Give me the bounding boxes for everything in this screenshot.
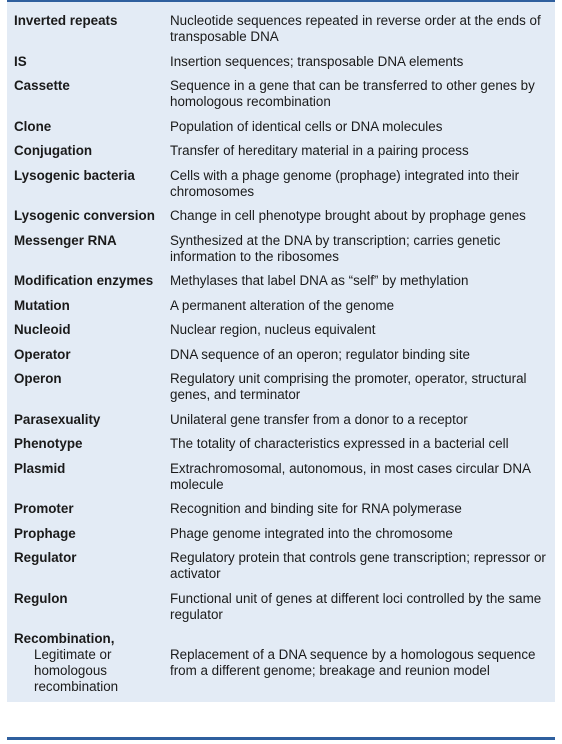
term-label: Recombination, — [14, 631, 115, 646]
definition-cell: Regulatory protein that controls gene transcription; repressor or activator — [170, 550, 546, 581]
table-row — [7, 50, 555, 75]
term-cell: Cassette — [14, 78, 70, 93]
definition-cell: Recognition and binding site for RNA polymerase — [170, 501, 462, 516]
definition-cell: The totality of characteristics expressed in a bacterial cell — [170, 436, 509, 451]
definition-cell: Methylases that label DNA as “self” by methylation — [170, 273, 469, 288]
table-row — [7, 457, 555, 498]
term-cell: Mutation — [14, 297, 70, 313]
table-row — [7, 74, 555, 115]
term-cell: Phenotype — [14, 436, 83, 451]
term-cell: Plasmid — [14, 460, 66, 476]
table-row — [7, 164, 555, 205]
table-row — [7, 294, 555, 319]
term-cell: Promoter — [14, 501, 74, 516]
term-cell — [7, 627, 165, 702]
term-cell: IS — [14, 53, 27, 69]
table-row — [7, 587, 555, 628]
table-row — [7, 522, 555, 547]
term-cell: Inverted repeats — [14, 13, 118, 28]
table-row — [7, 408, 555, 433]
term-cell: Parasexuality — [14, 411, 101, 427]
definition-cell — [165, 627, 555, 702]
top-rule — [7, 0, 555, 2]
table-row — [7, 343, 555, 368]
spacer — [170, 631, 553, 647]
definition-text: Replacement of a DNA sequence by a homologous sequence from a different genome; breakage and reunion model — [170, 647, 536, 678]
term-cell: Operator — [14, 346, 71, 362]
definition-cell: Synthesized at the DNA by transcription; carries genetic information to the ribosomes — [170, 232, 501, 264]
definition-cell: Unilateral gene transfer from a donor to a receptor — [170, 411, 468, 427]
glossary-table-container — [7, 0, 555, 744]
definition-cell: Phage genome integrated into the chromosome — [170, 525, 453, 541]
table-row — [7, 269, 555, 294]
definition-cell: Nuclear region, nucleus equivalent — [170, 322, 376, 337]
table-row — [7, 318, 555, 343]
table-row — [7, 139, 555, 164]
term-cell: Regulon — [14, 590, 68, 606]
term-cell: Lysogenic conversion — [14, 208, 155, 223]
definition-cell: Extrachromosomal, autonomous, in most cases circular DNA molecule — [170, 460, 531, 492]
term-subnote: Legitimate or homologous recombination — [34, 647, 119, 694]
term-cell: Operon — [14, 371, 62, 386]
table-row — [7, 497, 555, 522]
table-row — [7, 0, 555, 50]
definition-cell: Nucleotide sequences repeated in reverse order at the ends of transposable DNA — [170, 13, 541, 44]
table-row — [7, 229, 555, 270]
definition-cell: Transfer of hereditary material in a pairing process — [170, 143, 469, 158]
term-cell: Modification enzymes — [14, 273, 154, 288]
definition-cell: Regulatory unit comprising the promoter, operator, structural genes, and terminator — [170, 371, 527, 402]
definition-cell: Sequence in a gene that can be transferred to other genes by homologous recombination — [170, 78, 535, 109]
term-cell: Prophage — [14, 525, 76, 541]
table-row — [7, 546, 555, 587]
definition-cell: Functional unit of genes at different loci controlled by the same regulator — [170, 590, 542, 622]
definition-cell: A permanent alteration of the genome — [170, 297, 395, 313]
definition-cell: Change in cell phenotype brought about by prophage genes — [170, 208, 526, 223]
table-row — [7, 115, 555, 140]
term-cell: Lysogenic bacteria — [14, 167, 135, 183]
definition-cell: Cells with a phage genome (prophage) integrated into their chromosomes — [170, 167, 520, 199]
table-row — [7, 204, 555, 229]
table-row — [7, 627, 555, 702]
table-row — [7, 367, 555, 408]
term-cell: Regulator — [14, 550, 77, 565]
term-cell: Conjugation — [14, 143, 93, 158]
table-row — [7, 432, 555, 457]
bottom-rule — [7, 737, 555, 740]
glossary-table — [7, 0, 555, 702]
term-cell: Clone — [14, 118, 52, 134]
definition-cell: Insertion sequences; transposable DNA elements — [170, 53, 464, 69]
definition-cell: Population of identical cells or DNA molecules — [170, 118, 443, 134]
term-cell: Messenger RNA — [14, 232, 117, 248]
definition-cell: DNA sequence of an operon; regulator binding site — [170, 346, 471, 362]
term-cell: Nucleoid — [14, 322, 71, 337]
